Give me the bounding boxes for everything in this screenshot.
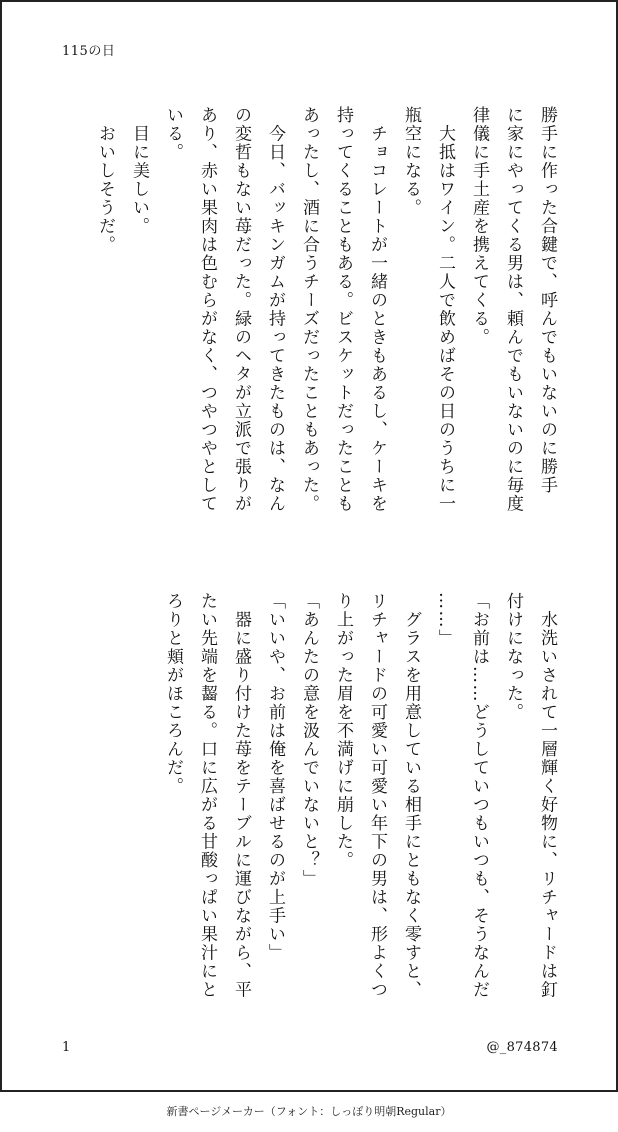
text-line: あったし、酒に合うチーズだったこともあった。 [299,106,319,513]
text-line: 今日、バッキンガムが持ってきたものは、なん [265,106,285,513]
text-line: いる。 [163,106,183,162]
body-text-lower [156,592,564,1012]
text-line: 水洗いされて一層輝く好物に、リチャードは釘 [537,592,557,999]
text-line: 瓶空になる。 [401,106,421,217]
page-title: 115の日 [62,44,116,59]
body-text-upper [88,106,564,536]
text-line: 「いいや、お前は俺を喜ばせるのが上手い」 [265,592,285,962]
generator-credit: 新書ページメーカー（フォント：しっぽり明朝Regular） [166,1105,452,1118]
text-line: ろりと頬がほころんだ。 [163,592,183,796]
text-line: 「お前は……どうしていつもいつも、そうなんだ [469,592,489,999]
text-line: リチャードの可愛い可愛い年下の男は、形よくつ [367,592,387,999]
text-line: 器に盛り付けた苺をテーブルに運びながら、平 [231,592,251,999]
page-number: 1 [62,1040,71,1055]
text-line: チョコレートが一緒のときもあるし、ケーキを [367,106,387,513]
text-line: に家にやってくる男は、頼んでもいないのに毎度 [503,106,523,513]
text-line: グラスを用意している相手にともなく零すと、 [401,592,421,999]
text-line: 付けになった。 [503,592,523,722]
text-line: 勝手に作った合鍵で、呼んでもいないのに勝手 [537,106,557,495]
text-line: の変哲もない苺だった。緑のヘタが立派で張りが [231,106,251,513]
text-line: 目に美しい。 [129,106,149,236]
author-handle: @_874874 [486,1040,558,1055]
text-line: り上がった眉を不満げに崩した。 [333,592,353,870]
text-line: あり、赤い果肉は色むらがなく、つやつやとして [197,106,217,513]
text-line: 律儀に手土産を携えてくる。 [469,106,489,347]
text-line: たい先端を齧る。口に広がる甘酸っぱい果汁にと [197,592,217,999]
text-line: 大抵はワイン。二人で飲めばその日のうちに一 [435,106,455,513]
text-line: 「あんたの意を汲んでいないと？」 [299,592,319,888]
text-line: 持ってくることもある。ビスケットだったことも [333,106,353,513]
text-line: ……」 [435,592,455,648]
text-line: おいしそうだ。 [95,106,115,254]
